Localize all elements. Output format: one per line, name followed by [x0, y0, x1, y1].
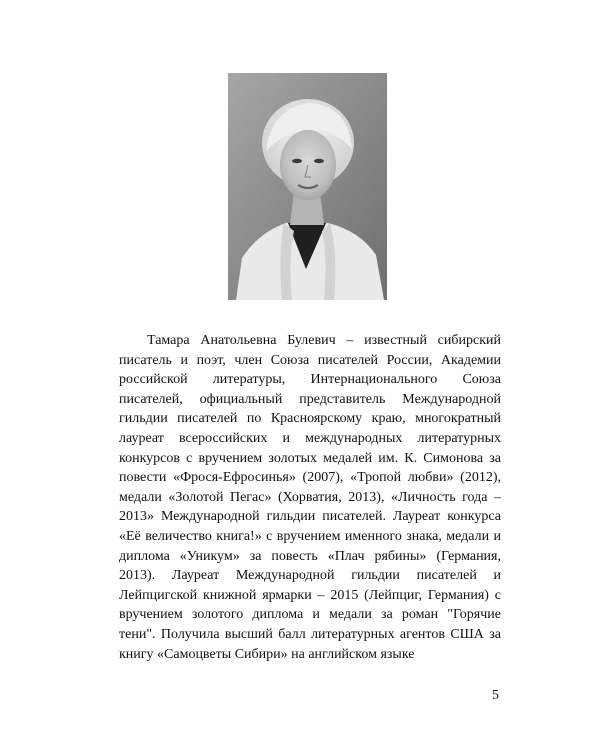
- biography-paragraph: Тамара Анатольевна Булевич – известный сибирский писатель и поэт, член Союза писателей России, Академии российской литературы, Интернационального Союза писателей, официальный представитель Международной гильдии писателей по Красноярскому краю, многократный лауреат всероссийских и международных литературных конкурсов с вручением золотых медалей им. К. Симонова за повести «Фрося-Ефросинья» (2007), «Тропой любви» (2012), медали «Золотой Пегас» (Хорватия, 2013), «Личность года – 2013» Международной гильдии писателей. Лауреат конкурса «Её величество книга!» с вручением именного знака, медали и диплома «Уникум» за повесть «Плач рябины» (Германия, 2013). Лауреат Международной гильдии писателей и Лейпцигской книжной ярмарки – 2015 (Лейпциг, Германия) с вручением золотого диплома и медали за роман "Горячие тени". Получила высший балл литературных агентов США за книгу «Самоцветы Сибири» на английском языке: [119, 333, 501, 662]
- portrait-image: [228, 73, 387, 300]
- page-number: 5: [492, 688, 499, 703]
- author-portrait-photo: [228, 73, 387, 300]
